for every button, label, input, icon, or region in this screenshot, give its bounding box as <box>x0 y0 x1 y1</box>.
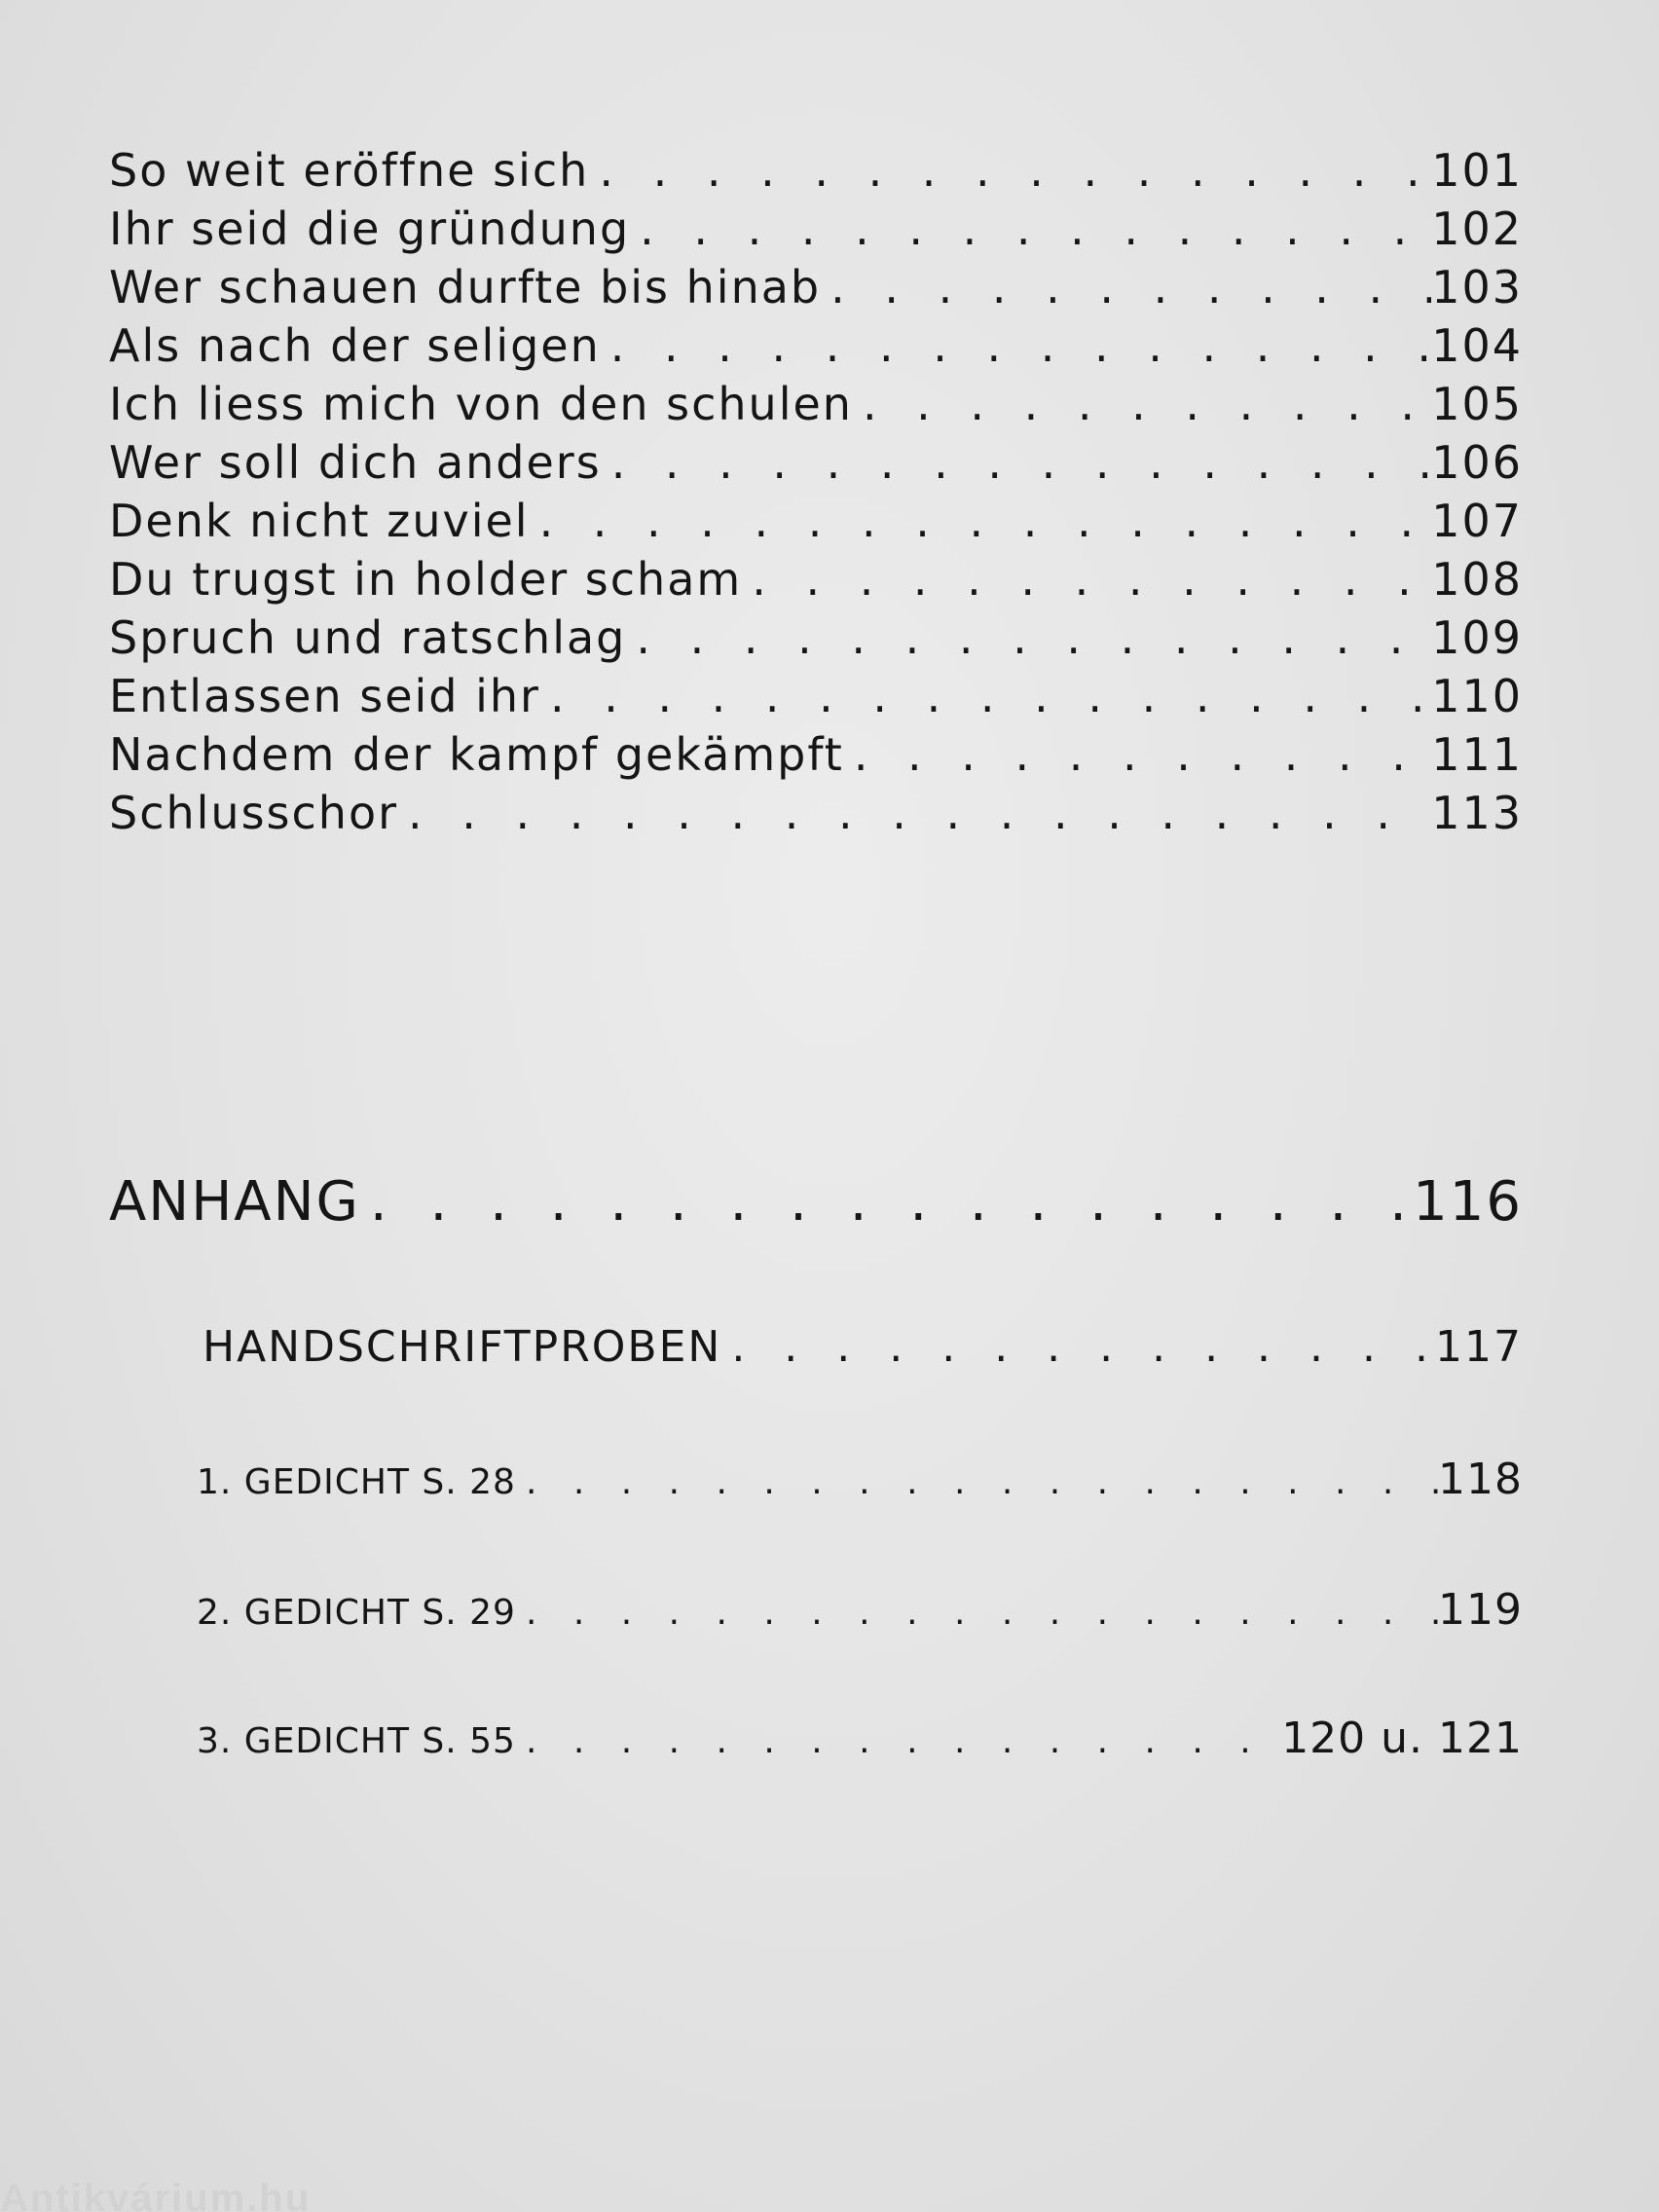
sample-page: 120 u. 121 <box>1281 1714 1523 1763</box>
entry-title: Spruch und ratschlag <box>109 611 627 664</box>
dot-leader <box>630 203 1431 255</box>
entry-page: 104 <box>1431 319 1523 372</box>
toc-entry <box>109 553 1523 611</box>
dot-leader <box>601 319 1431 372</box>
dot-leader <box>626 611 1431 664</box>
section-page: 117 <box>1435 1322 1523 1372</box>
entry-title: Ihr seid die gründung <box>109 203 631 255</box>
appendix-page: 116 <box>1413 1170 1523 1234</box>
entry-page: 113 <box>1431 787 1523 839</box>
toc-entry <box>109 378 1523 436</box>
section-title: HANDSCHRIFTPROBEN <box>203 1322 722 1372</box>
handwriting-samples-heading <box>203 1322 1523 1386</box>
entry-title: Entlassen seid ihr <box>109 670 540 722</box>
toc-entry <box>109 728 1523 787</box>
sample-title: 2. GEDICHT S. 29 <box>197 1593 516 1633</box>
toc-entry <box>109 787 1523 845</box>
appendix-heading <box>109 1170 1523 1248</box>
dot-leader <box>844 728 1431 781</box>
entry-page: 106 <box>1431 436 1523 489</box>
entry-page: 110 <box>1431 670 1523 722</box>
dot-leader <box>516 1462 1438 1502</box>
entry-page: 108 <box>1431 553 1523 606</box>
toc-entry <box>109 144 1523 203</box>
sample-page: 118 <box>1438 1455 1523 1504</box>
entry-title: Du trugst in holder scham <box>109 553 743 606</box>
toc-entry <box>109 203 1523 261</box>
sample-page: 119 <box>1438 1585 1523 1635</box>
entry-title: So weit eröffne sich <box>109 144 590 197</box>
entry-page: 111 <box>1431 728 1523 781</box>
dot-leader <box>821 261 1431 313</box>
toc-entry <box>109 670 1523 728</box>
dot-leader <box>721 1322 1435 1372</box>
entry-page: 109 <box>1431 611 1523 664</box>
dot-leader <box>360 1170 1413 1234</box>
watermark: Antikvárium.hu <box>0 2177 312 2212</box>
dot-leader <box>398 787 1431 839</box>
entry-title: Nachdem der kampf gekämpft <box>109 728 844 781</box>
toc-entry <box>109 261 1523 319</box>
entry-title: Ich liess mich von den schulen <box>109 378 853 430</box>
entry-page: 103 <box>1431 261 1523 313</box>
entry-title: Denk nicht zuviel <box>109 495 530 547</box>
dot-leader <box>530 495 1432 547</box>
entry-page: 107 <box>1431 495 1523 547</box>
entry-page: 105 <box>1431 378 1523 430</box>
sample-entry <box>197 1455 1523 1513</box>
entry-page: 101 <box>1431 144 1523 197</box>
entry-page: 102 <box>1431 203 1523 255</box>
sample-entry <box>197 1585 1523 1643</box>
entry-title: Wer schauen durfte bis hinab <box>109 261 822 313</box>
entry-title: Wer soll dich anders <box>109 436 602 489</box>
sample-title: 1. GEDICHT S. 28 <box>197 1462 516 1502</box>
dot-leader <box>602 436 1432 489</box>
dot-leader <box>742 553 1431 606</box>
dot-leader <box>853 378 1431 430</box>
toc-entry <box>109 319 1523 378</box>
toc-entry <box>109 436 1523 495</box>
sample-title: 3. GEDICHT S. 55 <box>197 1721 516 1761</box>
appendix-title: ANHANG <box>109 1170 360 1234</box>
dot-leader <box>516 1593 1438 1633</box>
sample-entry <box>197 1714 1523 1772</box>
dot-leader <box>516 1721 1281 1761</box>
entry-title: Schlusschor <box>109 787 399 839</box>
toc-entry <box>109 495 1523 553</box>
entry-title: Als nach der seligen <box>109 319 601 372</box>
dot-leader <box>589 144 1431 197</box>
dot-leader <box>540 670 1431 722</box>
toc-entry <box>109 611 1523 670</box>
